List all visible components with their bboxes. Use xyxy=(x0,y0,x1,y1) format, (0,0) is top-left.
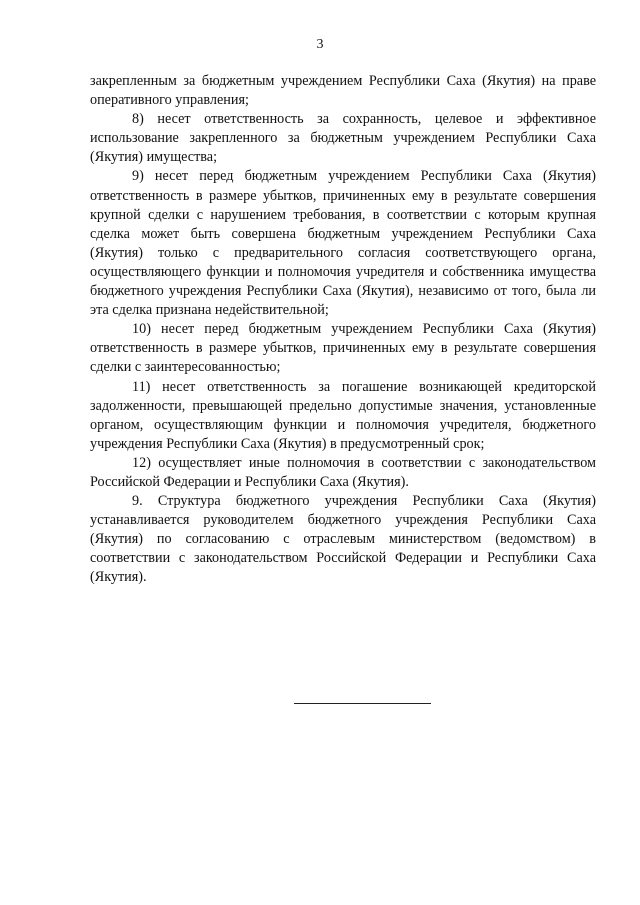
paragraph-item-10: 10) несет перед бюджетным учреждением Республики Саха (Якутия) ответственность в размере убытков, причиненных ему в результате совершения сделки с заинтересованностью; xyxy=(90,321,596,376)
page-number: 3 xyxy=(316,37,324,52)
paragraph-item-12: 12) осуществляет иные полномочия в соответствии с законодательством Российской Федерации и Республики Саха (Якутия). xyxy=(90,454,596,490)
paragraph-item-9: 9) несет перед бюджетным учреждением Республики Саха (Якутия) ответственность в размере убытков, причиненных ему в результате совершения крупной сделки с нарушением требования, в соответствии с которым крупная сделка может быть совершена бюджетным учреждением Республики Саха (Якутия) только с предварительного согласия соответствующего органа, осуществляющего функции и полномочия учредителя и собственника имущества бюджетного учреждения Республики Саха (Якутия), независимо от того, была ли эта сделка признана недействительной; xyxy=(90,168,596,319)
paragraph-section-9: 9. Структура бюджетного учреждения Республики Саха (Якутия) устанавливается руководителем бюджетного учреждения Республики Саха (Якутия) по согласованию с отраслевым министерством (ведомством) в соответствии с законодательством Российской Федерации и Республики Саха (Якутия). xyxy=(90,493,596,586)
paragraph-item-8: 8) несет ответственность за сохранность, целевое и эффективное использование закрепленного за бюджетным учреждением Республики Саха (Якутия) имущества; xyxy=(90,111,596,166)
paragraph-item-11: 11) несет ответственность за погашение возникающей кредиторской задолженности, превышающей предельно допустимые значения, установленные органом, осуществляющим функции и полномочия учредителя, бюджетного учреждения Республики Саха (Якутия) в предусмотренный срок; xyxy=(90,378,596,452)
closing-rule-divider xyxy=(294,703,431,704)
document-body xyxy=(90,72,596,588)
paragraph-continuation: закрепленным за бюджетным учреждением Республики Саха (Якутия) на праве оперативного управления; xyxy=(90,73,596,109)
